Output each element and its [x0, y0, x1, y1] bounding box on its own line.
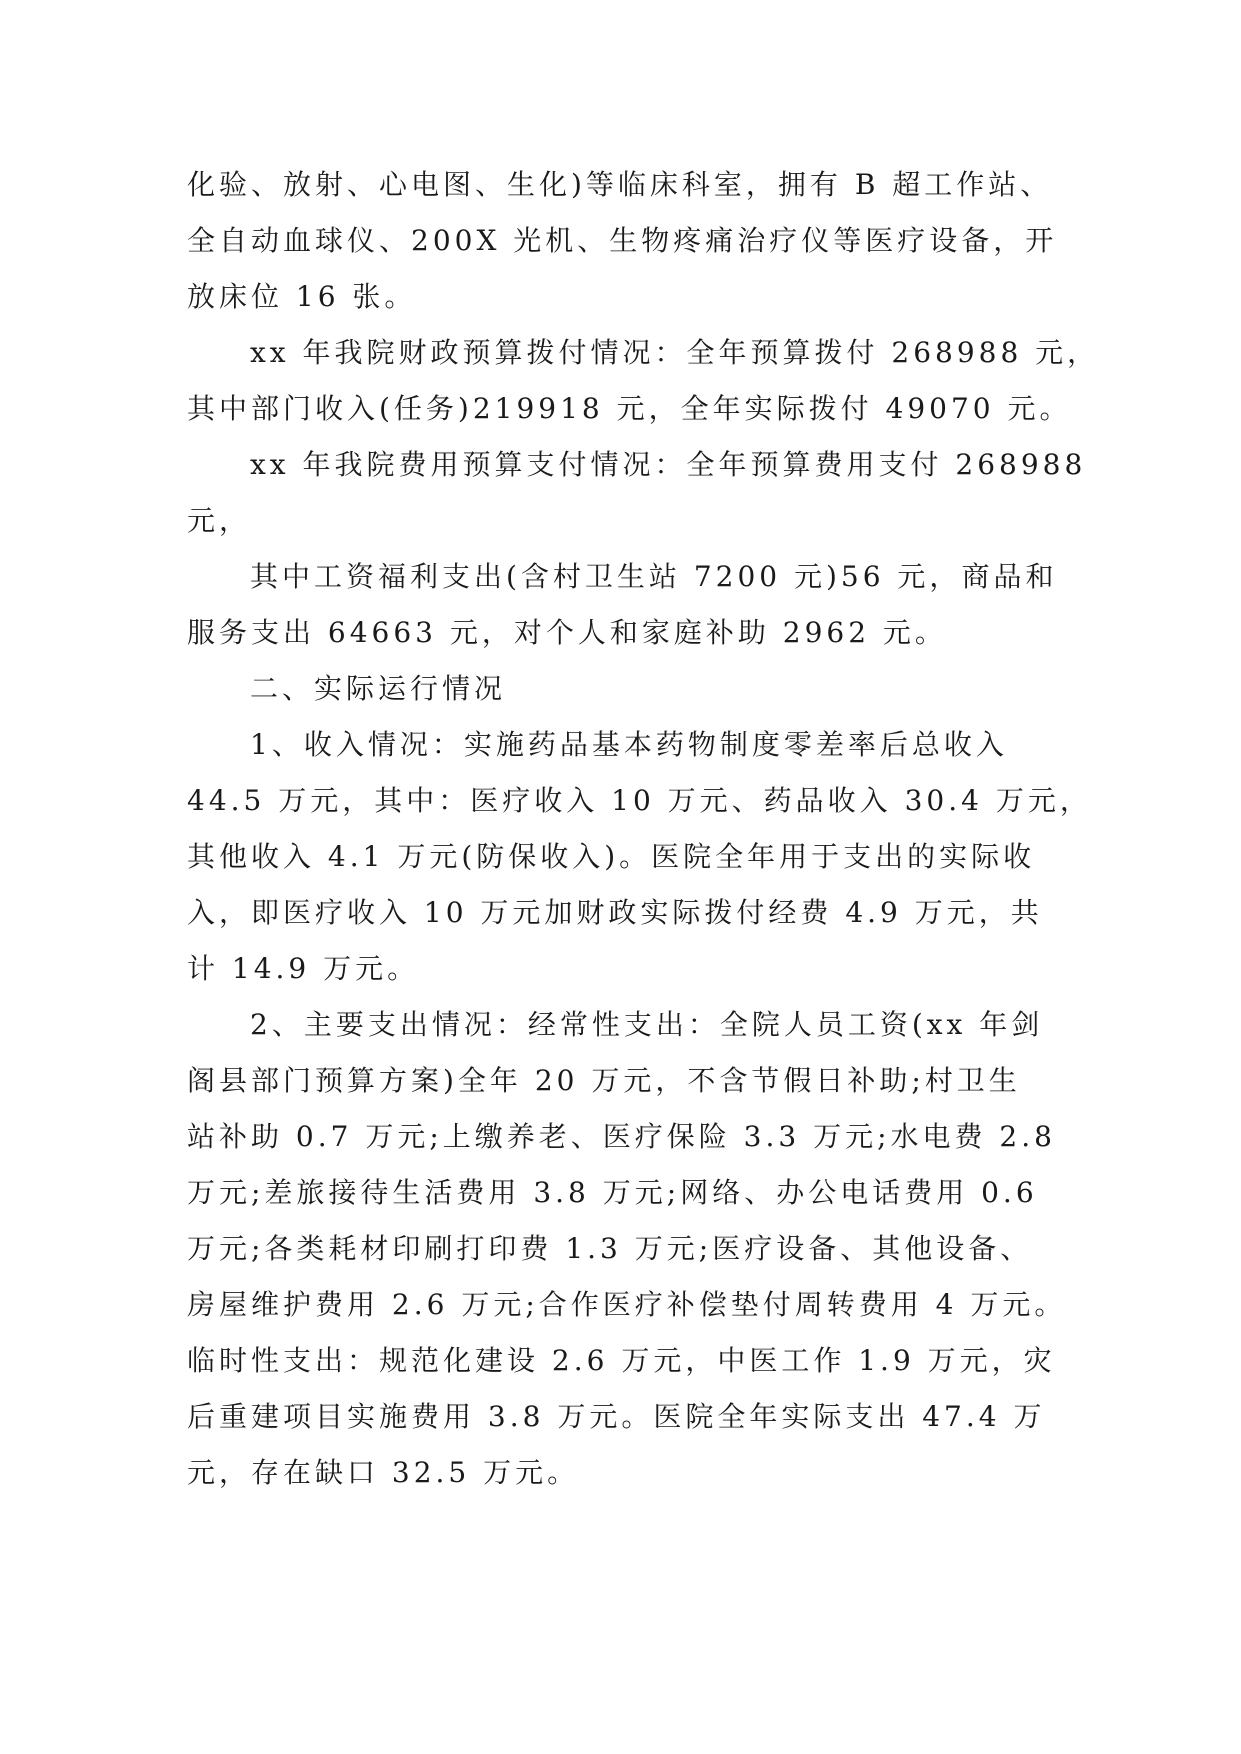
text-line: 化验、放射、心电图、生化)等临床科室，拥有 B 超工作站、 — [187, 168, 1053, 201]
text-line: 临时性支出：规范化建设 2.6 万元，中医工作 1.9 万元，灾 — [187, 1344, 1056, 1377]
paragraph-start: 其中工资福利支出(含村卫生站 7200 元)56 元，商品和 — [250, 560, 1058, 593]
text-line: 计 14.9 万元。 — [187, 952, 420, 985]
text-line: 后重建项目实施费用 3.8 万元。医院全年实际支出 47.4 万 — [187, 1400, 1046, 1433]
paragraph-start: xx 年我院费用预算支付情况：全年预算费用支付 268988 — [250, 448, 1087, 481]
paragraph-start: 2、主要支出情况：经常性支出：全院人员工资(xx 年剑 — [250, 1008, 1044, 1041]
text-line: 其他收入 4.1 万元(防保收入)。医院全年用于支出的实际收 — [187, 840, 1036, 873]
text-line: 全自动血球仪、200X 光机、生物疼痛治疗仪等医疗设备，开 — [187, 224, 1058, 257]
text-line: 阁县部门预算方案)全年 20 万元，不含节假日补助;村卫生 — [187, 1064, 1021, 1097]
text-line: 放床位 16 张。 — [187, 280, 417, 313]
text-line: 服务支出 64663 元，对个人和家庭补助 2962 元。 — [187, 616, 947, 649]
paragraph-start: xx 年我院财政预算拨付情况：全年预算拨付 268988 元， — [250, 336, 1100, 369]
text-line: 其中部门收入(任务)219918 元，全年实际拨付 49070 元。 — [187, 392, 1072, 425]
text-line: 万元;差旅接待生活费用 3.8 万元;网络、办公电话费用 0.6 — [187, 1176, 1038, 1209]
text-line: 元，存在缺口 32.5 万元。 — [187, 1456, 580, 1489]
text-line: 房屋维护费用 2.6 万元;合作医疗补偿垫付周转费用 4 万元。 — [187, 1288, 1067, 1321]
section-heading: 二、实际运行情况 — [250, 672, 507, 705]
text-line: 44.5 万元，其中：医疗收入 10 万元、药品收入 30.4 万元， — [187, 784, 1092, 817]
text-line: 站补助 0.7 万元;上缴养老、医疗保险 3.3 万元;水电费 2.8 — [187, 1120, 1056, 1153]
text-line: 元， — [187, 504, 252, 537]
text-line: 万元;各类耗材印刷打印费 1.3 万元;医疗设备、其他设备、 — [187, 1232, 1033, 1265]
text-line: 入，即医疗收入 10 万元加财政实际拨付经费 4.9 万元，共 — [187, 896, 1043, 929]
paragraph-start: 1、收入情况：实施药品基本药物制度零差率后总收入 — [250, 728, 1008, 761]
